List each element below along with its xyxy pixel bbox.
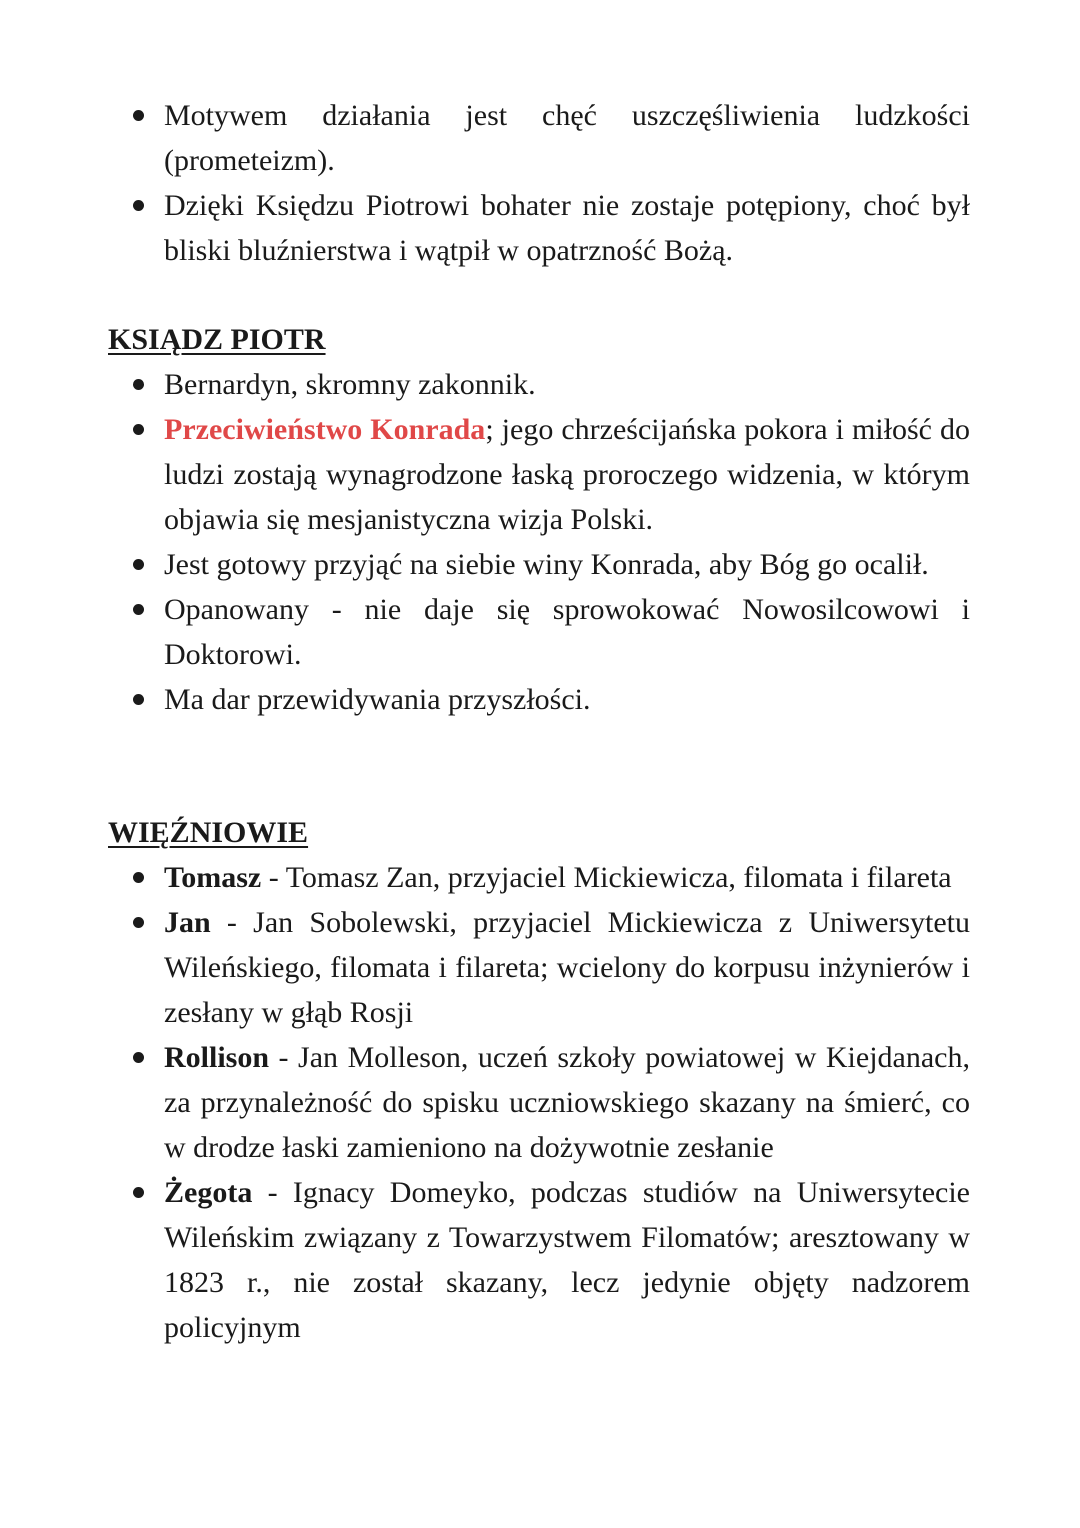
prisoner-name: Żegota xyxy=(164,1176,253,1209)
list-item xyxy=(0,407,1080,542)
highlight-text: Przeciwieństwo Konrada xyxy=(164,413,486,446)
list-item xyxy=(0,855,1080,900)
intro-section xyxy=(0,93,1080,273)
list-item: Dzięki Księdzu Piotrowi bohater nie zostaje potępiony, choć był bliski bluźnierstwa i wątpił w opatrzność Bożą. xyxy=(0,183,1080,273)
list-item: Jest gotowy przyjąć na siebie winy Konrada, aby Bóg go ocalił. xyxy=(0,542,1080,587)
item-text: ; jego chrześcijańska pokora i miłość do ludzi zostają wynagrodzone łaską proroczego widzenia, w którym objawia się mesjanistyczna wizja Polski. xyxy=(164,413,970,536)
section-heading-wiezniowie: WIĘŹNIOWIE xyxy=(108,816,309,849)
intro-list xyxy=(0,93,1080,273)
prisoner-desc: - Jan Sobolewski, przyjaciel Mickiewicza z Uniwersytetu Wileńskiego, filomata i filareta; wcielony do korpusu inżynierów i zesłany w głąb Rosji xyxy=(164,906,970,1029)
list-item: Opanowany - nie daje się sprowokować Nowosilcowowi i Doktorowi. xyxy=(0,587,1080,677)
prisoner-name: Tomasz xyxy=(164,861,262,894)
wiezniowie-list xyxy=(0,855,1080,1350)
prisoner-desc: - Tomasz Zan, przyjaciel Mickiewicza, filomata i filareta xyxy=(261,861,952,894)
wiezniowie-section xyxy=(0,810,1080,1350)
ksiadz-piotr-list xyxy=(0,362,1080,722)
prisoner-desc: - Jan Molleson, uczeń szkoły powiatowej w Kiejdanach, za przynależność do spisku uczniowskiego skazany na śmierć, co w drodze łaski zamieniono na dożywotnie zesłanie xyxy=(164,1041,970,1164)
list-item: Ma dar przewidywania przyszłości. xyxy=(0,677,1080,722)
prisoner-name: Rollison xyxy=(164,1041,270,1074)
ksiadz-piotr-section xyxy=(0,317,1080,722)
list-item xyxy=(0,1170,1080,1350)
list-item xyxy=(0,1035,1080,1170)
prisoner-name: Jan xyxy=(164,906,211,939)
prisoner-desc: - Ignacy Domeyko, podczas studiów na Uniwersytecie Wileńskim związany z Towarzystwem Filomatów; aresztowany w 1823 r., nie został skazany, lecz jedynie objęty nadzorem policyjnym xyxy=(164,1176,970,1344)
section-heading-ksiadz-piotr: KSIĄDZ PIOTR xyxy=(108,323,326,356)
list-item: Motywem działania jest chęć uszczęśliwienia ludzkości (prometeizm). xyxy=(0,93,1080,183)
list-item: Bernardyn, skromny zakonnik. xyxy=(0,362,1080,407)
list-item xyxy=(0,900,1080,1035)
